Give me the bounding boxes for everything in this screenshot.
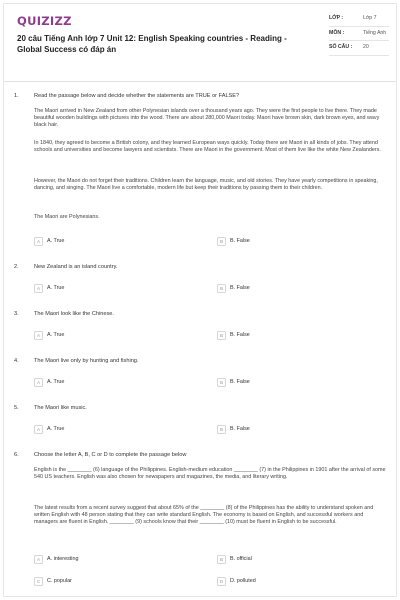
option-letter-box: A [34,555,43,564]
question-prompt: The Maori live only by hunting and fishing. [34,358,139,364]
option-label: B. False [230,426,250,432]
option-label: A. True [47,332,65,338]
quizizz-logo: QUIZIZZ [17,14,72,28]
meta-value: Lớp 7 [363,15,377,21]
meta-value: Tiếng Anh [363,29,387,36]
option-letter-box: B [217,331,226,340]
option-letter-box: A [34,378,43,387]
option-letter-box: B [217,555,226,564]
option-label: A. True [47,285,65,291]
question-number: 6. [14,452,19,458]
passage-paragraph: The latest results from a recent survey suggest that about 65% of the ________ (8) of the Philippines has the ability to understand spoken and written English with 48 person stating that they can write standard English. The economy is based on English, and successful workers and managers are fluent in English. ________ (9) schools know that their ________ (10) must be fluent in English to be successful. [34,505,374,525]
option-c[interactable] [34,575,72,587]
option-label: A. True [47,238,65,244]
option-a[interactable] [34,235,64,247]
option-label: A. True [47,426,65,432]
question-statement: The Maori are Polynesians. [34,214,100,220]
passage-paragraph: English is the ________ (6) language of the Philippines. English-medium education ________ (7) in the Philippines in 1901 after the arrival of some 540 US teachers. English was also chosen for newspapers and magazines, the media, and literary writing. [34,467,386,480]
question-number: 2. [14,264,19,270]
meta-value: 20 [363,44,369,50]
question-prompt: The Maori like music. [34,405,87,411]
option-a[interactable] [34,553,78,565]
option-letter-box: B [217,284,226,293]
question-prompt: Read the passage below and decide whether the statements are TRUE or FALSE? [34,93,240,99]
meta-label: MÔN : [329,29,345,36]
option-b[interactable] [217,282,250,294]
option-letter-box: A [34,284,43,293]
question-prompt: New Zealand is an island country. [34,264,118,270]
question-number: 1. [14,93,19,99]
option-label: B. False [230,379,250,385]
option-label: A. True [47,379,65,385]
question-number: 5. [14,405,19,411]
option-a[interactable] [34,423,64,435]
option-label: B. False [230,285,250,291]
document-title: 20 câu Tiếng Anh lớp 7 Unit 12: English Speaking countries - Reading - Global Success có đáp án [17,34,287,54]
option-label: B. False [230,332,250,338]
option-letter-box: D [217,577,226,586]
question-number: 4. [14,358,19,364]
meta-panel [329,12,389,56]
header-divider [4,81,396,82]
option-letter-box: A [34,331,43,340]
option-label: D. polluted [230,578,256,584]
option-label: C. popular [47,578,72,584]
passage-paragraph: In 1840, they agreed to become a British colony, and they learned European ways quickly. Today there are Maori in all kinds of jobs. They attend schools and universities and become lawyers and scientists. There are Maori in the government. Most of them live like the white New Zealanders. [34,140,381,153]
option-letter-box: B [217,237,226,246]
worksheet-page [3,3,397,597]
meta-question-count [329,41,389,56]
meta-label: LỚP : [329,15,344,21]
option-label: B. False [230,238,250,244]
option-letter-box: B [217,425,226,434]
option-b[interactable] [217,423,250,435]
option-b[interactable] [217,553,252,565]
option-label: B. official [230,556,252,562]
option-letter-box: B [217,378,226,387]
option-letter-box: A [34,425,43,434]
meta-label: SỐ CÂU : [329,44,353,50]
option-b[interactable] [217,235,250,247]
option-d[interactable] [217,575,256,587]
question-prompt: The Maori look like the Chinese. [34,311,114,317]
meta-subject [329,27,389,42]
option-a[interactable] [34,282,64,294]
option-a[interactable] [34,329,64,341]
option-letter-box: A [34,237,43,246]
passage-paragraph: However, the Maori do not forget their traditions. Children learn the language, music, and old stories. They have yearly competitions in speaking, dancing, and singing. The Maori live a comfortable, modern life but keep their traditions by passing them to their children. [34,178,378,191]
question-prompt: Choose the letter A, B, C or D to complete the passage below [34,452,187,458]
worksheet-header [4,4,396,74]
passage-paragraph: The Maori arrived in New Zealand from other Polynesian islands over a thousand years ago. They were the first people to live there. They made beautiful wooden buildings with pictures into the wood. There are about 280,000 Maori today. Maori have brown skin, dark brown eyes, and wavy black hair. [34,108,380,128]
option-label: A. interesting [47,556,79,562]
option-a[interactable] [34,376,64,388]
option-b[interactable] [217,376,250,388]
option-b[interactable] [217,329,250,341]
question-number: 3. [14,311,19,317]
meta-grade [329,12,389,27]
option-letter-box: C [34,577,43,586]
